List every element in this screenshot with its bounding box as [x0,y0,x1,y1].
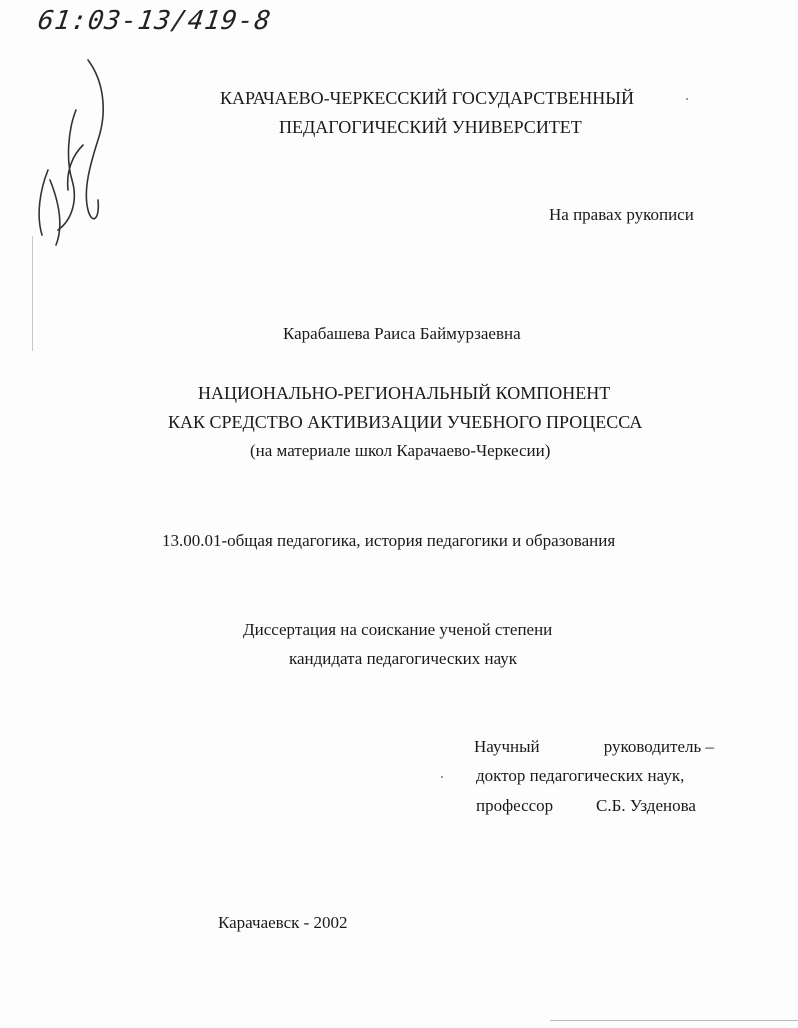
thesis-title-line-1: НАЦИОНАЛЬНО-РЕГИОНАЛЬНЫЙ КОМПОНЕНТ [198,383,611,403]
handwritten-signature-icon [28,50,118,250]
scan-speck [686,98,688,100]
supervisor-label-right: руководитель – [603,737,714,756]
margin-mark [32,236,33,351]
scan-speck [441,776,443,778]
archive-number: 61:03-13/419-8 [35,6,274,36]
supervisor-rank-name [476,796,716,816]
institution-line-2: ПЕДАГОГИЧЕСКИЙ УНИВЕРСИТЕТ [279,117,582,137]
institution-line-1: КАРАЧАЕВО-ЧЕРКЕССКИЙ ГОСУДАРСТВЕННЫЙ [220,88,634,108]
supervisor-degree: доктор педагогических наук, [476,766,685,785]
specialty-code: 13.00.01-общая педагогика, история педагогики и образования [162,531,616,550]
city-year: Карачаевск - 2002 [218,913,348,932]
author-name: Карабашева Раиса Баймурзаевна [283,324,521,343]
rights-note: На правах рукописи [549,205,694,224]
dissertation-line-2: кандидата педагогических наук [289,649,518,668]
supervisor-name: С.Б. Узденова [596,796,696,815]
supervisor-label-left: Научный [474,737,540,756]
supervisor-rank: профессор [476,796,554,815]
thesis-subtitle: (на материале школ Карачаево-Черкесии) [250,441,551,460]
page-edge-line [550,1020,798,1021]
thesis-title-line-2: КАК СРЕДСТВО АКТИВИЗАЦИИ УЧЕБНОГО ПРОЦЕССА [168,412,643,432]
dissertation-line-1: Диссертация на соискание ученой степени [243,620,553,639]
